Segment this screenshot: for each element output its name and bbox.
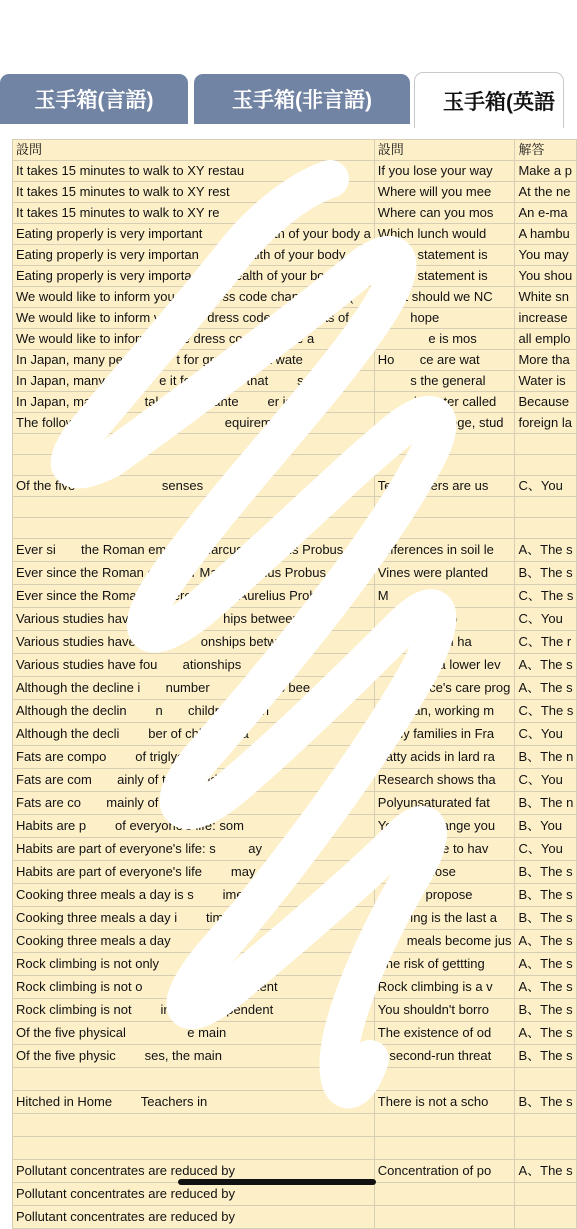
table-cell[interactable]: Habits are part of everyone's life may	[13, 861, 375, 884]
table-cell[interactable]: C、You	[515, 608, 577, 631]
table-cell[interactable]: Ever since the Roman emperor M Aurelius Probus dec	[13, 585, 375, 608]
table-row	[13, 1137, 577, 1160]
table-cell[interactable]: B、The s	[515, 884, 577, 907]
table-row	[13, 562, 577, 585]
table-cell[interactable]: It takes 15 minutes to walk to XY re nt	[13, 203, 375, 224]
table-row	[13, 884, 577, 907]
table-row	[13, 1114, 577, 1137]
table-cell[interactable]: Water is	[515, 371, 577, 392]
table-cell[interactable]: Pollutant concentrates are reduced by	[13, 1206, 375, 1229]
table-cell[interactable]: Fats are co mainly of triglyceride	[13, 792, 375, 815]
table-cell[interactable]	[13, 434, 375, 455]
table-row	[13, 1091, 577, 1114]
table-cell[interactable]: Where will you mee	[374, 182, 515, 203]
table-cell[interactable]: Habits are p of everyone's life: som	[13, 815, 375, 838]
table-cell[interactable]: C、You	[515, 838, 577, 861]
table-cell[interactable]: It is possible to hav	[374, 838, 515, 861]
table-cell[interactable]	[515, 497, 577, 518]
table-cell[interactable]: Eating properly is very importan e health of your body a	[13, 245, 375, 266]
table-cell[interactable]	[515, 434, 577, 455]
table-cell[interactable]: ome dep	[374, 608, 515, 631]
table-cell[interactable]: foreign la	[515, 413, 577, 434]
table-row	[13, 1022, 577, 1045]
table-cell[interactable]: rance's care prog	[374, 677, 515, 700]
table-cell[interactable]	[13, 1068, 375, 1091]
table-cell[interactable]: C、The s	[515, 585, 577, 608]
table-cell[interactable]: We would like to inform you dress code change as of (	[13, 287, 375, 308]
tab-label: 玉手箱(英語	[443, 90, 555, 114]
sheet-tab-bar	[0, 72, 554, 128]
table-cell[interactable]	[13, 518, 375, 539]
table-cell[interactable]: Fats are compo of triglycerides	[13, 746, 375, 769]
table-cell[interactable]: Cooking three meals a day i times	[13, 907, 375, 930]
table-cell[interactable]	[13, 455, 375, 476]
tab-label: 玉手箱(言語)	[34, 89, 154, 112]
table-cell[interactable]: Ho ce are wat	[374, 350, 515, 371]
table-cell[interactable]: Cooking three meals a day netimes	[13, 930, 375, 953]
table-cell[interactable]	[515, 1114, 577, 1137]
table-cell[interactable]: In Japan, many pe take it for grante er is som	[13, 392, 375, 413]
table-cell[interactable]: Make a p	[515, 161, 577, 182]
question-table	[12, 139, 577, 1229]
header-cell[interactable]: 設問	[374, 140, 515, 161]
table-cell[interactable]: Cooking three meals a day is s imes	[13, 884, 375, 907]
table-cell[interactable]: In Japan, many people t for granted that wate	[13, 350, 375, 371]
table-row	[13, 1068, 577, 1091]
table-cell[interactable]: If to lose	[374, 861, 515, 884]
table-row	[13, 539, 577, 562]
table-row	[13, 308, 577, 329]
table-cell[interactable]: B、You	[515, 815, 577, 838]
table-cell[interactable]: B、The s	[515, 1045, 577, 1068]
table-cell[interactable]: M	[374, 585, 515, 608]
table-cell[interactable]: meals become jus	[374, 930, 515, 953]
table-cell[interactable]: Which statement is	[374, 266, 515, 287]
table-row	[13, 392, 577, 413]
table-cell[interactable]: Eating properly is very importa e health of your body a	[13, 266, 375, 287]
table-cell[interactable]: Many families in Fra	[374, 723, 515, 746]
table-cell[interactable]: re is a lower lev	[374, 654, 515, 677]
table-cell[interactable]: Although the declin n children has h	[13, 700, 375, 723]
table-row	[13, 434, 577, 455]
table-row	[13, 1206, 577, 1229]
table-cell[interactable]: Although the decli ber of children ha a se	[13, 723, 375, 746]
table-cell[interactable]: Eating properly is very important he health of your body a	[13, 224, 375, 245]
table-row	[13, 350, 577, 371]
table-row	[13, 1183, 577, 1206]
table-cell[interactable]: Various studies have found onships betwe	[13, 631, 375, 654]
table-row	[13, 497, 577, 518]
table-row	[13, 371, 577, 392]
table-row	[13, 161, 577, 182]
table-row	[13, 700, 577, 723]
table-cell[interactable]	[374, 1068, 515, 1091]
table-cell[interactable]: It takes 15 minutes to walk to XY restau	[13, 161, 375, 182]
table-cell[interactable]: In Japan, many peo e it for granted that somel	[13, 371, 375, 392]
table-row	[13, 815, 577, 838]
table-cell[interactable]: Various studies have found re hips between	[13, 608, 375, 631]
table-row	[13, 746, 577, 769]
table-cell[interactable]: C、The r	[515, 631, 577, 654]
table-row	[13, 182, 577, 203]
table-row	[13, 930, 577, 953]
table-row	[13, 677, 577, 700]
table-cell[interactable]: A、The s	[515, 677, 577, 700]
table-cell[interactable]: We would like to inform yo e dress code change as of (	[13, 308, 375, 329]
table-cell[interactable]: Fats are com ainly of triglycerides	[13, 769, 375, 792]
table-row	[13, 329, 577, 350]
table-cell[interactable]: Differences in soil le	[374, 539, 515, 562]
table-cell[interactable]: increase	[515, 308, 577, 329]
table-cell[interactable]: A、The s	[515, 953, 577, 976]
table-cell[interactable]: A、The s	[515, 930, 577, 953]
table-row	[13, 723, 577, 746]
header-cell[interactable]: 設問	[13, 140, 375, 161]
table-cell[interactable]: Where can you mos	[374, 203, 515, 224]
table-cell[interactable]: C、You	[515, 723, 577, 746]
table-cell[interactable]: Polyunsaturated fat	[374, 792, 515, 815]
table-cell[interactable]: C、You	[515, 476, 577, 497]
table-cell[interactable]: What should we NC	[374, 287, 515, 308]
table-cell[interactable]: Which statement is	[374, 245, 515, 266]
table-cell[interactable]: Rock climbing is not irly w pendent	[13, 999, 375, 1022]
table-cell[interactable]: You shouldn't borro	[374, 999, 515, 1022]
table-cell[interactable]: B、The n	[515, 792, 577, 815]
table-cell[interactable]	[13, 497, 375, 518]
table-cell[interactable]: Although the decline i number n has bee	[13, 677, 375, 700]
table-cell[interactable]: B、The s	[515, 999, 577, 1022]
header-row	[13, 140, 577, 161]
table-cell[interactable]: Because	[515, 392, 577, 413]
table-cell[interactable]: An e-ma	[515, 203, 577, 224]
table-cell[interactable]: A second-run threat	[374, 1045, 515, 1068]
table-row	[13, 224, 577, 245]
table-row	[13, 518, 577, 539]
table-cell[interactable]: In Japan, working m	[374, 700, 515, 723]
table-cell[interactable]: ing is the last a	[374, 907, 515, 930]
table-cell[interactable]: Rock climbing is not only weather-de	[13, 953, 375, 976]
table-cell[interactable]	[515, 1183, 577, 1206]
table-cell[interactable]: Of the five physical e main	[13, 1022, 375, 1045]
table-cell[interactable]: Ever since the Roman emperor Ma urelius Probus dec	[13, 562, 375, 585]
table-cell[interactable]	[515, 1206, 577, 1229]
table-cell[interactable]: Of the five senses	[13, 476, 375, 497]
table-cell[interactable]: B、The s	[515, 562, 577, 585]
table-row	[13, 654, 577, 677]
table-cell[interactable]	[374, 497, 515, 518]
tab-eigo[interactable]	[414, 72, 564, 128]
table-cell[interactable]: A、The s	[515, 1022, 577, 1045]
table-cell[interactable]: A hambu	[515, 224, 577, 245]
table-row	[13, 245, 577, 266]
table-cell[interactable]: C、You	[515, 769, 577, 792]
table-row	[13, 861, 577, 884]
table-row	[13, 413, 577, 434]
table-cell[interactable]: B、The n	[515, 746, 577, 769]
table-row	[13, 455, 577, 476]
table-cell[interactable]: The following is mple of gr equirements	[13, 413, 375, 434]
table-cell[interactable]: White sn	[515, 287, 577, 308]
table-cell[interactable]: A、The s	[515, 654, 577, 677]
table-cell[interactable]: Tea drinkers are us	[374, 476, 515, 497]
table-cell[interactable]	[515, 455, 577, 476]
table-cell[interactable]: You shou	[515, 266, 577, 287]
table-cell[interactable]: The existence of od	[374, 1022, 515, 1045]
table-row	[13, 976, 577, 999]
table-cell[interactable]: You may	[515, 245, 577, 266]
table-cell[interactable]	[374, 1137, 515, 1160]
table-cell[interactable]: e is mos	[374, 329, 515, 350]
table-cell[interactable]: Vines were planted	[374, 562, 515, 585]
tab-label: 玉手箱(非言語)	[232, 89, 372, 112]
table-cell[interactable]: hope	[374, 308, 515, 329]
table-cell[interactable]: C、The s	[515, 700, 577, 723]
table-cell[interactable]: Concentration of po	[374, 1160, 515, 1183]
table-cell[interactable]: Ever si the Roman emperor Marcus elius Probus dec	[13, 539, 375, 562]
table-row	[13, 476, 577, 497]
table-cell[interactable]: There is not a scho	[374, 1091, 515, 1114]
table-cell[interactable]	[374, 518, 515, 539]
table-cell[interactable]: More tha	[515, 350, 577, 371]
table-row	[13, 631, 577, 654]
table-row	[13, 266, 577, 287]
table-cell[interactable]: or propose	[374, 884, 515, 907]
home-indicator[interactable]	[178, 1179, 376, 1185]
table-cell[interactable]: If you lose your way	[374, 161, 515, 182]
table-cell[interactable]: Of the five physic ses, the main	[13, 1045, 375, 1068]
tab-gengo[interactable]	[0, 74, 188, 124]
table-cell[interactable]: Habits are part of everyone's life: s ay	[13, 838, 375, 861]
table-cell[interactable]	[13, 1137, 375, 1160]
table-cell[interactable]	[515, 1137, 577, 1160]
table-cell[interactable]: Various studies have fou ationships	[13, 654, 375, 677]
table-cell[interactable]	[374, 1206, 515, 1229]
table-cell[interactable]: Fatty acids in lard ra	[374, 746, 515, 769]
table-row	[13, 1045, 577, 1068]
table-cell[interactable]	[374, 1114, 515, 1137]
table-row	[13, 792, 577, 815]
table-cell[interactable]: is water called	[374, 392, 515, 413]
table-cell[interactable]	[374, 455, 515, 476]
table-cell[interactable]: A、The s	[515, 539, 577, 562]
table-cell[interactable]: B、The s	[515, 1091, 577, 1114]
table-cell[interactable]: Which lunch would	[374, 224, 515, 245]
table-cell[interactable]: The risk of gettting	[374, 953, 515, 976]
table-cell[interactable]: You can change you	[374, 815, 515, 838]
table-row	[13, 953, 577, 976]
table-cell[interactable]	[374, 1183, 515, 1206]
table-cell[interactable]: Research shows tha	[374, 769, 515, 792]
table-cell[interactable]: At the ne	[515, 182, 577, 203]
table-row	[13, 999, 577, 1022]
table-row	[13, 769, 577, 792]
table-cell[interactable]	[515, 518, 577, 539]
table-cell[interactable]: Pollutant concentrates are reduced by	[13, 1183, 375, 1206]
table-cell[interactable]: We would like to inform e dress code change a	[13, 329, 375, 350]
header-cell[interactable]: 解答	[515, 140, 577, 161]
table-cell[interactable]	[13, 1114, 375, 1137]
table-cell[interactable]	[515, 1068, 577, 1091]
table-row	[13, 203, 577, 224]
table-cell[interactable]: B、The s	[515, 861, 577, 884]
table-cell[interactable]: research ha	[374, 631, 515, 654]
table-cell[interactable]: this college, stud	[374, 413, 515, 434]
table-cell[interactable]: A、The s	[515, 976, 577, 999]
table-cell[interactable]: Hitched in Home Teachers in	[13, 1091, 375, 1114]
tab-higengo[interactable]	[194, 74, 410, 124]
table-row	[13, 585, 577, 608]
table-cell[interactable]: It takes 15 minutes to walk to XY rest	[13, 182, 375, 203]
table-cell[interactable]: A、The s	[515, 1160, 577, 1183]
table-cell[interactable]: Rock climbing is a v	[374, 976, 515, 999]
table-cell[interactable]: Rock climbing is not o y weath ndent	[13, 976, 375, 999]
table-cell[interactable]	[374, 434, 515, 455]
table-row	[13, 838, 577, 861]
table-row	[13, 907, 577, 930]
table-row	[13, 287, 577, 308]
table-cell[interactable]: B、The s	[515, 907, 577, 930]
table-cell[interactable]: all emplo	[515, 329, 577, 350]
table-row	[13, 608, 577, 631]
table-cell[interactable]: s the general	[374, 371, 515, 392]
spreadsheet[interactable]	[0, 139, 574, 1224]
table-cell[interactable]: Pollutant concentrates are reduced by	[13, 1160, 375, 1183]
